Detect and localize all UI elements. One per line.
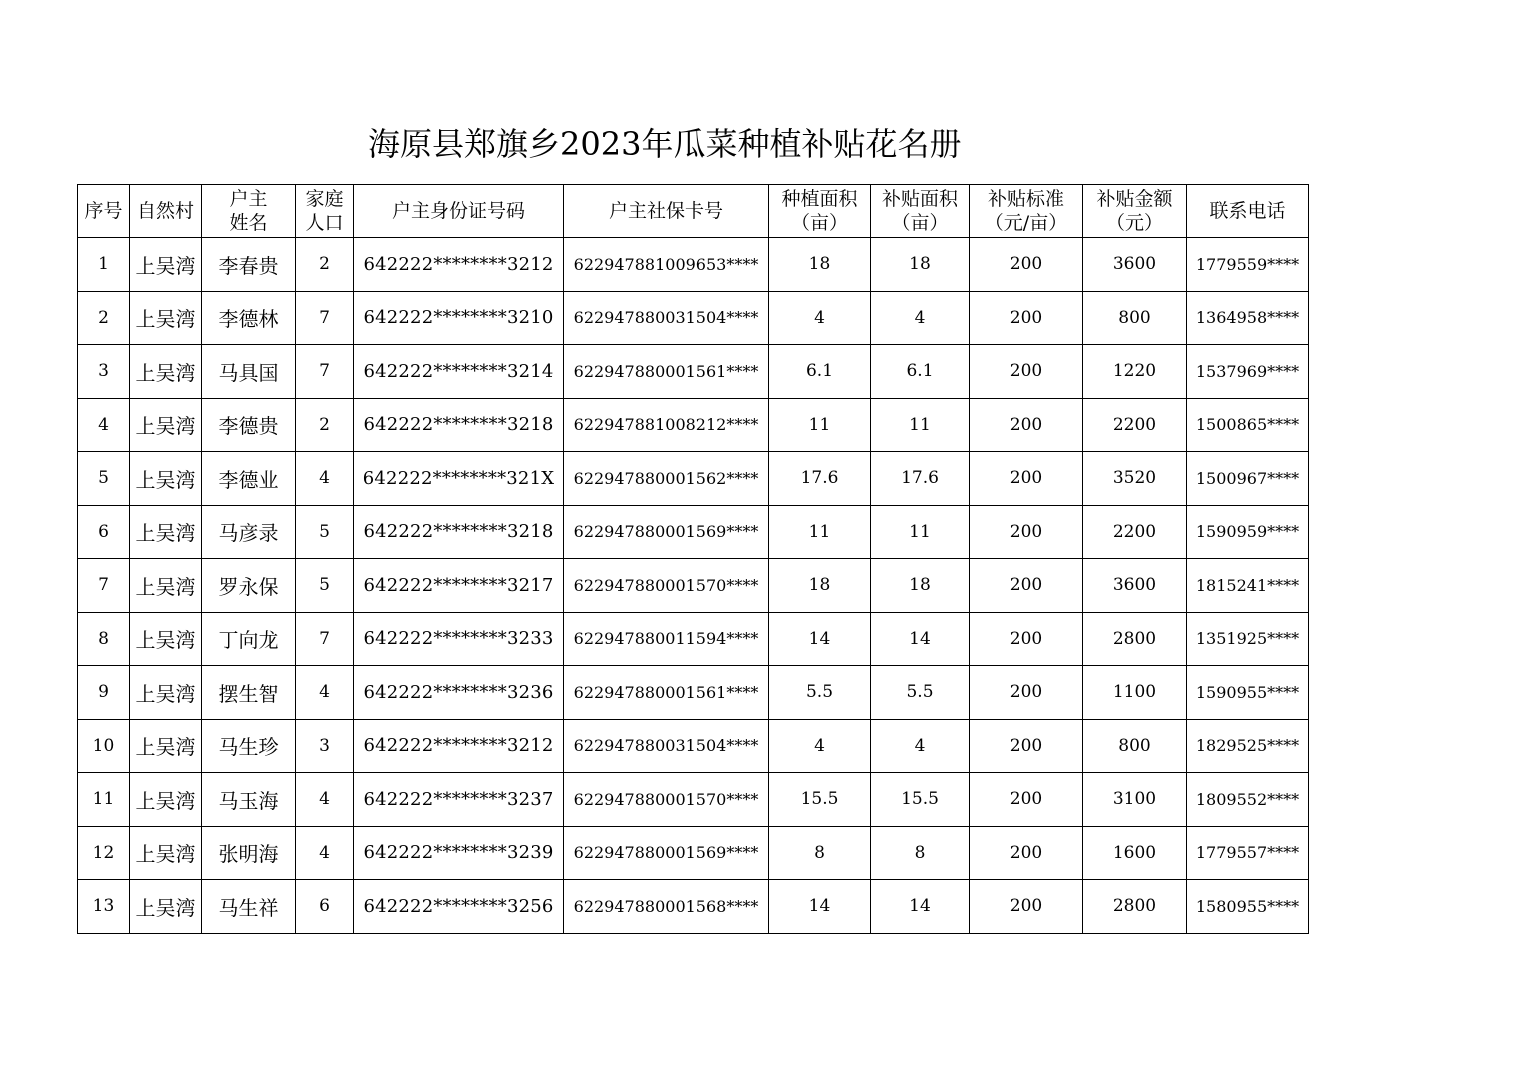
cell-standard: 200: [970, 773, 1083, 827]
table-row: [78, 452, 1309, 506]
subsidy-table: [77, 184, 1309, 934]
table-row: [78, 880, 1309, 934]
cell-village: 上吴湾: [130, 719, 202, 773]
table-row: [78, 773, 1309, 827]
header-seq: 序号: [78, 185, 130, 238]
header-plant-area: [769, 185, 871, 238]
cell-subsidy-area: 5.5: [871, 666, 970, 720]
cell-id-number: 642222********3218: [354, 505, 564, 559]
header-name-line2: 姓名: [229, 212, 268, 234]
cell-id-number: 642222********3237: [354, 773, 564, 827]
cell-subsidy-area: 8: [871, 826, 970, 880]
cell-village: 上吴湾: [130, 773, 202, 827]
cell-seq: 6: [78, 505, 130, 559]
cell-seq: 10: [78, 719, 130, 773]
header-id-number: 户主身份证号码: [354, 185, 564, 238]
cell-village: 上吴湾: [130, 398, 202, 452]
cell-amount: 3600: [1083, 238, 1187, 292]
cell-phone: 1590959****: [1187, 505, 1309, 559]
table-row: [78, 398, 1309, 452]
cell-card: 622947880001570****: [564, 559, 769, 613]
cell-family: 4: [296, 452, 354, 506]
cell-name: 李春贵: [202, 238, 296, 292]
cell-standard: 200: [970, 666, 1083, 720]
cell-family: 2: [296, 238, 354, 292]
cell-plant-area: 11: [769, 505, 871, 559]
cell-name: 摆生智: [202, 666, 296, 720]
cell-card: 622947880031504****: [564, 719, 769, 773]
cell-standard: 200: [970, 291, 1083, 345]
cell-seq: 4: [78, 398, 130, 452]
cell-name: 李德业: [202, 452, 296, 506]
cell-plant-area: 18: [769, 238, 871, 292]
cell-phone: 1829525****: [1187, 719, 1309, 773]
header-standard: [970, 185, 1083, 238]
cell-plant-area: 6.1: [769, 345, 871, 399]
cell-plant-area: 15.5: [769, 773, 871, 827]
cell-standard: 200: [970, 238, 1083, 292]
header-amount: [1083, 185, 1187, 238]
cell-id-number: 642222********3256: [354, 880, 564, 934]
cell-card: 622947880001569****: [564, 505, 769, 559]
cell-standard: 200: [970, 880, 1083, 934]
header-card: 户主社保卡号: [564, 185, 769, 238]
header-amount-line1: 补贴金额: [1096, 188, 1173, 210]
cell-id-number: 642222********3218: [354, 398, 564, 452]
cell-name: 李德贵: [202, 398, 296, 452]
cell-card: 622947880001568****: [564, 880, 769, 934]
cell-id-number: 642222********321X: [354, 452, 564, 506]
cell-plant-area: 18: [769, 559, 871, 613]
cell-id-number: 642222********3210: [354, 291, 564, 345]
cell-family: 4: [296, 773, 354, 827]
cell-phone: 1537969****: [1187, 345, 1309, 399]
header-phone: 联系电话: [1187, 185, 1309, 238]
cell-plant-area: 14: [769, 612, 871, 666]
cell-card: 622947880011594****: [564, 612, 769, 666]
cell-subsidy-area: 17.6: [871, 452, 970, 506]
cell-phone: 1500967****: [1187, 452, 1309, 506]
header-family-line1: 家庭: [305, 188, 344, 210]
table-row: [78, 291, 1309, 345]
cell-seq: 8: [78, 612, 130, 666]
cell-id-number: 642222********3212: [354, 238, 564, 292]
cell-card: 622947881008212****: [564, 398, 769, 452]
cell-card: 622947880001562****: [564, 452, 769, 506]
cell-seq: 2: [78, 291, 130, 345]
cell-family: 7: [296, 291, 354, 345]
cell-amount: 1600: [1083, 826, 1187, 880]
cell-subsidy-area: 11: [871, 505, 970, 559]
cell-village: 上吴湾: [130, 291, 202, 345]
table-row: [78, 559, 1309, 613]
cell-amount: 2800: [1083, 880, 1187, 934]
header-amount-line2: （元）: [1105, 212, 1163, 234]
cell-seq: 9: [78, 666, 130, 720]
cell-village: 上吴湾: [130, 559, 202, 613]
cell-card: 622947880001570****: [564, 773, 769, 827]
cell-seq: 13: [78, 880, 130, 934]
cell-card: 622947880031504****: [564, 291, 769, 345]
cell-amount: 2200: [1083, 505, 1187, 559]
cell-name: 马具国: [202, 345, 296, 399]
header-subsidy-area-line2: （亩）: [891, 212, 949, 234]
cell-village: 上吴湾: [130, 452, 202, 506]
table-row: [78, 719, 1309, 773]
cell-family: 4: [296, 666, 354, 720]
cell-id-number: 642222********3233: [354, 612, 564, 666]
cell-plant-area: 17.6: [769, 452, 871, 506]
cell-name: 马生珍: [202, 719, 296, 773]
cell-phone: 1590955****: [1187, 666, 1309, 720]
cell-family: 6: [296, 880, 354, 934]
header-plant-area-line2: （亩）: [790, 212, 848, 234]
header-village: 自然村: [130, 185, 202, 238]
cell-phone: 1779557****: [1187, 826, 1309, 880]
cell-phone: 1809552****: [1187, 773, 1309, 827]
cell-family: 5: [296, 559, 354, 613]
cell-card: 622947881009653****: [564, 238, 769, 292]
header-name-line1: 户主: [229, 188, 268, 210]
cell-seq: 3: [78, 345, 130, 399]
cell-standard: 200: [970, 398, 1083, 452]
cell-subsidy-area: 11: [871, 398, 970, 452]
table-row: [78, 826, 1309, 880]
table-row: [78, 238, 1309, 292]
cell-seq: 11: [78, 773, 130, 827]
cell-amount: 800: [1083, 291, 1187, 345]
cell-subsidy-area: 18: [871, 238, 970, 292]
cell-amount: 3600: [1083, 559, 1187, 613]
cell-card: 622947880001561****: [564, 345, 769, 399]
cell-phone: 1351925****: [1187, 612, 1309, 666]
cell-phone: 1364958****: [1187, 291, 1309, 345]
cell-standard: 200: [970, 719, 1083, 773]
table-row: [78, 612, 1309, 666]
cell-standard: 200: [970, 505, 1083, 559]
cell-name: 丁向龙: [202, 612, 296, 666]
cell-seq: 5: [78, 452, 130, 506]
header-standard-line1: 补贴标准: [987, 188, 1064, 210]
document-title: 海原县郑旗乡2023年瓜菜种植补贴花名册: [368, 125, 962, 163]
cell-phone: 1779559****: [1187, 238, 1309, 292]
header-standard-line2: （元/亩）: [984, 212, 1068, 234]
cell-id-number: 642222********3214: [354, 345, 564, 399]
cell-plant-area: 11: [769, 398, 871, 452]
table-row: [78, 666, 1309, 720]
cell-name: 李德林: [202, 291, 296, 345]
cell-standard: 200: [970, 452, 1083, 506]
cell-standard: 200: [970, 612, 1083, 666]
cell-seq: 1: [78, 238, 130, 292]
cell-subsidy-area: 4: [871, 291, 970, 345]
cell-card: 622947880001569****: [564, 826, 769, 880]
cell-id-number: 642222********3212: [354, 719, 564, 773]
header-row: [78, 185, 1309, 238]
cell-family: 7: [296, 612, 354, 666]
cell-family: 7: [296, 345, 354, 399]
cell-subsidy-area: 6.1: [871, 345, 970, 399]
cell-family: 5: [296, 505, 354, 559]
cell-plant-area: 4: [769, 719, 871, 773]
cell-standard: 200: [970, 826, 1083, 880]
cell-id-number: 642222********3236: [354, 666, 564, 720]
header-family-line2: 人口: [305, 212, 344, 234]
cell-amount: 3100: [1083, 773, 1187, 827]
cell-village: 上吴湾: [130, 666, 202, 720]
cell-subsidy-area: 4: [871, 719, 970, 773]
cell-family: 4: [296, 826, 354, 880]
header-name: [202, 185, 296, 238]
cell-card: 622947880001561****: [564, 666, 769, 720]
cell-name: 马生祥: [202, 880, 296, 934]
cell-subsidy-area: 18: [871, 559, 970, 613]
cell-seq: 7: [78, 559, 130, 613]
cell-standard: 200: [970, 559, 1083, 613]
cell-amount: 2200: [1083, 398, 1187, 452]
cell-name: 张明海: [202, 826, 296, 880]
cell-plant-area: 4: [769, 291, 871, 345]
cell-name: 马彦录: [202, 505, 296, 559]
cell-village: 上吴湾: [130, 826, 202, 880]
cell-plant-area: 8: [769, 826, 871, 880]
cell-subsidy-area: 15.5: [871, 773, 970, 827]
header-subsidy-area-line1: 补贴面积: [881, 188, 958, 210]
cell-village: 上吴湾: [130, 880, 202, 934]
cell-subsidy-area: 14: [871, 612, 970, 666]
cell-amount: 3520: [1083, 452, 1187, 506]
table-row: [78, 345, 1309, 399]
cell-phone: 1815241****: [1187, 559, 1309, 613]
cell-family: 2: [296, 398, 354, 452]
cell-village: 上吴湾: [130, 238, 202, 292]
cell-amount: 2800: [1083, 612, 1187, 666]
header-family: [296, 185, 354, 238]
cell-village: 上吴湾: [130, 505, 202, 559]
cell-amount: 1220: [1083, 345, 1187, 399]
cell-village: 上吴湾: [130, 345, 202, 399]
cell-plant-area: 14: [769, 880, 871, 934]
header-subsidy-area: [871, 185, 970, 238]
header-plant-area-line1: 种植面积: [781, 188, 858, 210]
cell-name: 罗永保: [202, 559, 296, 613]
cell-family: 3: [296, 719, 354, 773]
cell-amount: 1100: [1083, 666, 1187, 720]
cell-id-number: 642222********3217: [354, 559, 564, 613]
cell-phone: 1580955****: [1187, 880, 1309, 934]
cell-amount: 800: [1083, 719, 1187, 773]
cell-name: 马玉海: [202, 773, 296, 827]
cell-standard: 200: [970, 345, 1083, 399]
cell-seq: 12: [78, 826, 130, 880]
table-row: [78, 505, 1309, 559]
cell-phone: 1500865****: [1187, 398, 1309, 452]
cell-id-number: 642222********3239: [354, 826, 564, 880]
cell-subsidy-area: 14: [871, 880, 970, 934]
cell-village: 上吴湾: [130, 612, 202, 666]
cell-plant-area: 5.5: [769, 666, 871, 720]
